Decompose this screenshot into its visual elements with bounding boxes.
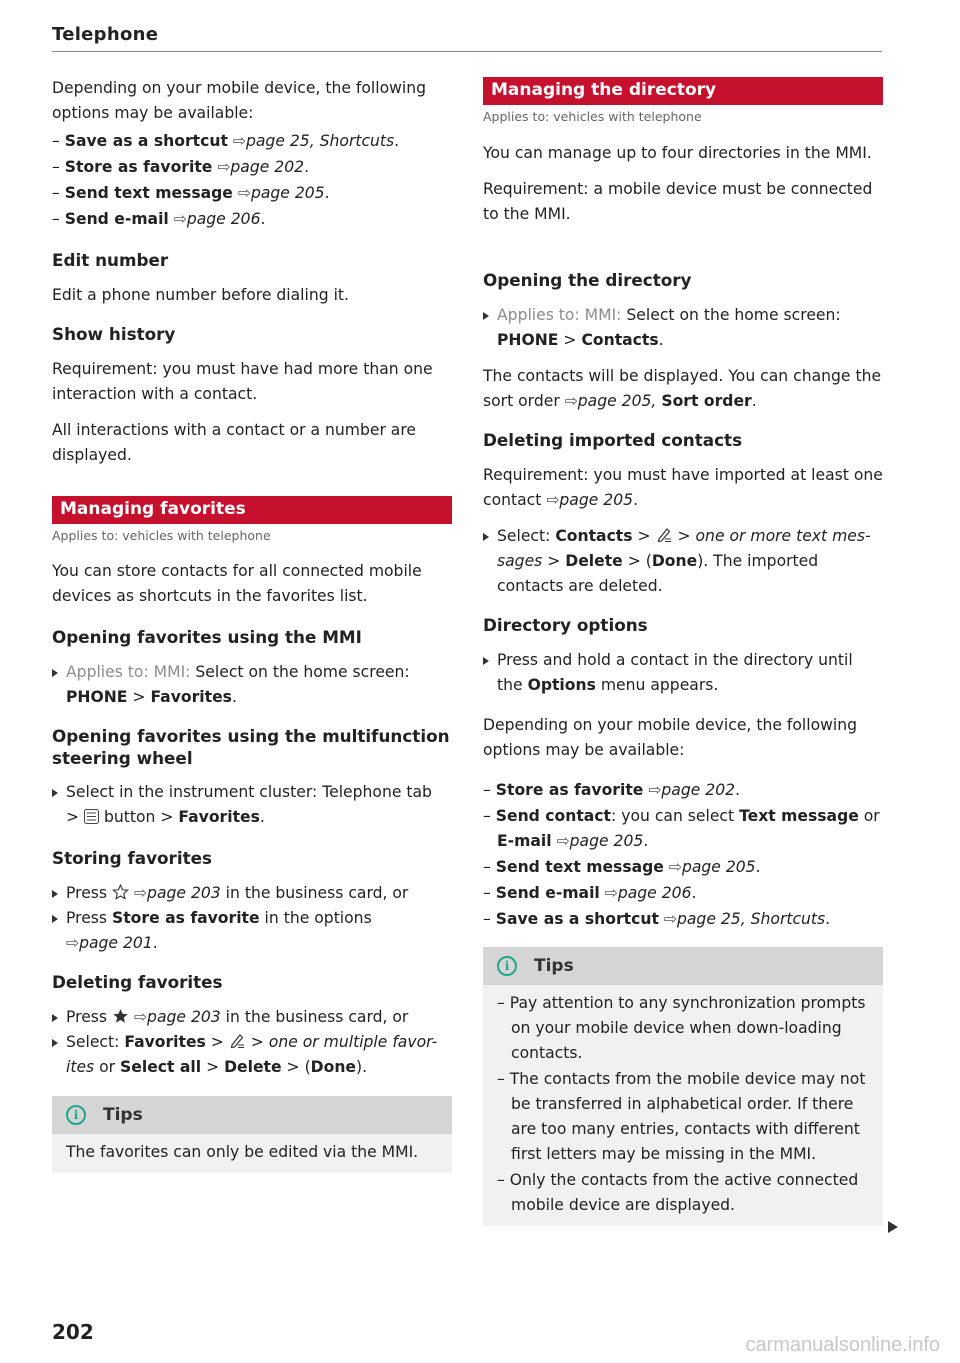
deleting-favorites-section bbox=[52, 971, 452, 1080]
tips-header: i Tips bbox=[483, 947, 883, 985]
list-item: – Send text message ⇨page 205. bbox=[483, 858, 761, 876]
bullet-triangle-icon bbox=[483, 657, 489, 665]
bullet-triangle-icon bbox=[52, 789, 58, 797]
list-item: – Send e-mail ⇨page 206. bbox=[483, 884, 697, 902]
page-reference[interactable]: page 205, bbox=[577, 392, 657, 410]
directory-options-section bbox=[483, 614, 883, 932]
page-reference[interactable]: page 203 bbox=[147, 1008, 221, 1026]
instruction-step: Press and hold a contact in the directory until the Options menu appears. bbox=[483, 648, 883, 698]
storing-favorites-section bbox=[52, 847, 452, 956]
section-heading: Opening favorites using the multifunction steering wheel bbox=[52, 726, 450, 768]
edit-number-section bbox=[52, 249, 452, 308]
applies-to-note: Applies to: vehicles with telephone bbox=[483, 109, 702, 124]
bullet-triangle-icon bbox=[52, 1039, 58, 1047]
bullet-triangle-icon bbox=[52, 915, 58, 923]
options-intro: Depending on your mobile device, the following options may be available: bbox=[52, 79, 426, 122]
page-reference[interactable]: page 201 bbox=[79, 934, 153, 952]
page-reference[interactable]: page 202 bbox=[230, 158, 305, 176]
section-text: Depending on your mobile device, the following options may be available: bbox=[483, 716, 857, 759]
bullet-triangle-icon bbox=[52, 890, 58, 898]
bullet-triangle-icon bbox=[52, 669, 58, 677]
favorites-intro-block bbox=[52, 559, 452, 609]
watermark: carmanualsonline.info bbox=[745, 1334, 940, 1356]
instruction-step: Press Store as favorite in the options ⇨page 201. bbox=[52, 906, 452, 956]
instruction-step: Select: Favorites > > one or multiple favor-ites or Select all > Delete > (Done). bbox=[52, 1030, 452, 1080]
info-icon: i bbox=[66, 1105, 86, 1125]
tips-box-favorites bbox=[52, 1096, 452, 1173]
options-intro-block bbox=[52, 76, 452, 126]
star-filled-icon bbox=[112, 1008, 129, 1024]
tips-item: – Only the contacts from the active connected mobile device are displayed. bbox=[497, 1171, 859, 1214]
open-favorites-mmi-section bbox=[52, 626, 452, 710]
tips-item: – The contacts from the mobile device may not be transferred in alphabetical order. If there are too many entries, contacts with different first letters may be missing in the MMI. bbox=[497, 1070, 866, 1163]
page-reference[interactable]: page 205 bbox=[569, 832, 644, 850]
section-text: Requirement: you must have imported at least one contact ⇨page 205. bbox=[483, 466, 883, 509]
list-item: – Store as favorite ⇨page 202. bbox=[483, 781, 741, 799]
page-reference[interactable]: page 25, Shortcuts bbox=[245, 132, 395, 150]
instruction-step: Applies to: MMI: Select on the home screen: PHONE > Favorites. bbox=[52, 660, 452, 710]
section-heading: Show history bbox=[52, 324, 176, 344]
page-reference[interactable]: page 202 bbox=[661, 781, 736, 799]
section-bar-managing-directory: Managing the directory bbox=[483, 77, 883, 105]
tips-body bbox=[483, 985, 883, 1226]
page-reference[interactable]: page 205 bbox=[681, 858, 756, 876]
bullet-triangle-icon bbox=[52, 1014, 58, 1022]
page-number: 202 bbox=[52, 1320, 94, 1344]
bullet-triangle-icon bbox=[483, 533, 489, 541]
directory-applies-block bbox=[483, 108, 883, 126]
deleting-contacts-section bbox=[483, 429, 883, 599]
bullet-triangle-icon bbox=[483, 312, 489, 320]
instruction-step: Press ⇨page 203 in the business card, or bbox=[52, 1005, 452, 1030]
section-bar-managing-favorites: Managing favorites bbox=[52, 496, 452, 524]
instruction-step: Press ⇨page 203 in the business card, or bbox=[52, 881, 452, 906]
section-text: Requirement: a mobile device must be connected to the MMI. bbox=[483, 180, 873, 223]
section-heading: Storing favorites bbox=[52, 848, 212, 868]
options-list bbox=[52, 129, 452, 232]
instruction-step: Applies to: MMI: Select on the home screen: PHONE > Contacts. bbox=[483, 303, 883, 353]
section-heading: Directory options bbox=[483, 615, 648, 635]
section-heading: Deleting imported contacts bbox=[483, 430, 743, 450]
section-heading: Opening the directory bbox=[483, 270, 692, 290]
options-list bbox=[483, 778, 883, 932]
header-divider bbox=[52, 51, 882, 52]
page-reference[interactable]: page 203 bbox=[147, 884, 221, 902]
star-outline-icon bbox=[112, 884, 129, 900]
list-button-icon bbox=[84, 809, 99, 824]
list-item: – Save as a shortcut ⇨page 25, Shortcuts. bbox=[52, 132, 400, 150]
info-icon: i bbox=[497, 956, 517, 976]
tips-text: The favorites can only be edited via the MMI. bbox=[66, 1143, 419, 1161]
edit-pencil-icon bbox=[229, 1032, 246, 1049]
section-text: Edit a phone number before dialing it. bbox=[52, 286, 349, 304]
tips-item: – Pay attention to any synchronization prompts on your mobile device when down-loading contacts. bbox=[497, 994, 866, 1062]
edit-pencil-icon bbox=[656, 526, 673, 543]
page-header-title: Telephone bbox=[52, 24, 159, 45]
list-item: – Send text message ⇨page 205. bbox=[52, 184, 330, 202]
page-reference[interactable]: page 205 bbox=[559, 491, 634, 509]
section-heading: Edit number bbox=[52, 250, 169, 270]
list-item: – Store as favorite ⇨page 202. bbox=[52, 158, 310, 176]
list-item: – Send e-mail ⇨page 206. bbox=[52, 210, 266, 228]
continue-arrow-icon bbox=[888, 1221, 898, 1233]
section-text: You can store contacts for all connected mobile devices as shortcuts in the favorites list. bbox=[52, 562, 422, 605]
show-history-section bbox=[52, 323, 452, 468]
directory-intro-block bbox=[483, 141, 883, 227]
page-reference[interactable]: page 205 bbox=[250, 184, 325, 202]
section-text: The contacts will be displayed. You can change the sort order ⇨page 205, Sort order. bbox=[483, 367, 882, 410]
instruction-step: Select: Contacts > > one or more text mes-sages > Delete > (Done). The imported contacts are deleted. bbox=[483, 524, 883, 599]
section-heading: Opening favorites using the MMI bbox=[52, 627, 362, 647]
tips-body bbox=[52, 1134, 452, 1173]
page-reference[interactable]: page 206 bbox=[186, 210, 261, 228]
section-heading: Deleting favorites bbox=[52, 972, 223, 992]
instruction-step: Select in the instrument cluster: Telephone tab > button > Favorites. bbox=[52, 780, 452, 830]
tips-box-directory bbox=[483, 947, 883, 1226]
page-reference[interactable]: page 206 bbox=[617, 884, 692, 902]
favorites-applies-block bbox=[52, 527, 452, 545]
section-text: You can manage up to four directories in the MMI. bbox=[483, 144, 872, 162]
page-reference[interactable]: page 25, Shortcuts bbox=[676, 910, 826, 928]
list-item: – Send contact: you can select Text message or E-mail ⇨page 205. bbox=[483, 807, 880, 850]
applies-to-note: Applies to: vehicles with telephone bbox=[52, 528, 271, 543]
section-text: All interactions with a contact or a number are displayed. bbox=[52, 421, 417, 464]
section-text: Requirement: you must have had more than one interaction with a contact. bbox=[52, 360, 433, 403]
opening-directory-section bbox=[483, 269, 883, 414]
open-favorites-wheel-section bbox=[52, 725, 452, 830]
tips-header: i Tips bbox=[52, 1096, 452, 1134]
list-item: – Save as a shortcut ⇨page 25, Shortcuts. bbox=[483, 910, 831, 928]
